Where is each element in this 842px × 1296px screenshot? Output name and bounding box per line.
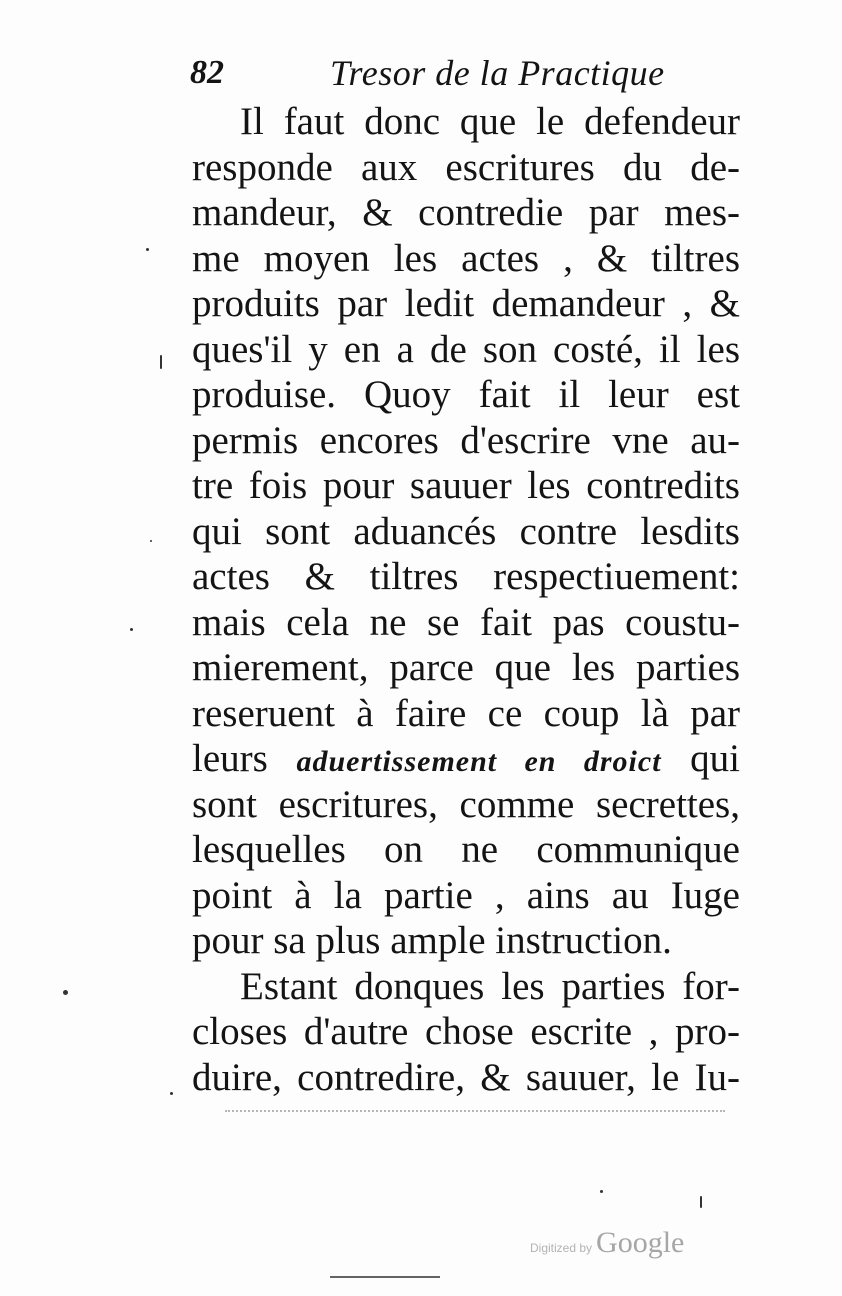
text-line: me moyen les actes , & tiltres bbox=[192, 236, 740, 280]
text-line: Il faut donc que le defendeur bbox=[240, 100, 740, 143]
scan-speck bbox=[150, 540, 152, 542]
text-line: closes d'autre chose escrite , pro- bbox=[192, 1010, 740, 1053]
scan-speck bbox=[160, 355, 162, 369]
text-line: lesquelles on ne communique bbox=[192, 828, 740, 871]
scan-speck bbox=[600, 1190, 603, 1193]
page-header bbox=[190, 48, 750, 98]
text-line: qui sont aduancés contre lesdits bbox=[192, 509, 740, 553]
bottom-ink-mark bbox=[330, 1268, 440, 1278]
body-text bbox=[192, 99, 740, 1100]
watermark-prefix: Digitized by bbox=[530, 1241, 593, 1255]
text-line: responde aux escritures du de- bbox=[192, 145, 740, 189]
text-line: ques'il y en a de son costé, il les bbox=[192, 327, 740, 371]
text-line: duire, contredire, & sauuer, le Iu- bbox=[192, 1055, 740, 1099]
text-line: reseruent à faire ce coup là par bbox=[192, 691, 740, 735]
running-title: Tresor de la Practique bbox=[330, 53, 665, 93]
text-line-mixed bbox=[192, 736, 740, 782]
text-line: produise. Quoy fait il leur est bbox=[192, 373, 740, 416]
text-line: point à la partie , ains au Iuge bbox=[192, 873, 740, 917]
text-run: qui bbox=[690, 737, 740, 780]
scan-speck bbox=[130, 628, 133, 631]
text-line: permis encores d'escrire vne au- bbox=[192, 418, 740, 462]
scan-speck bbox=[700, 1196, 702, 1208]
scan-speck bbox=[63, 990, 68, 995]
text-line: Estant donques les parties for- bbox=[240, 964, 740, 1008]
text-run: leurs bbox=[192, 737, 268, 780]
text-line: mandeur, & contredie par mes- bbox=[192, 191, 740, 234]
italic-phrase: aduertissement en droict bbox=[296, 745, 662, 778]
text-line: tre fois pour sauuer les contredits bbox=[192, 464, 740, 507]
scan-speck bbox=[170, 1092, 173, 1095]
scan-speck bbox=[146, 248, 149, 251]
digitization-watermark bbox=[530, 1226, 684, 1266]
text-line: produits par ledit demandeur , & bbox=[192, 282, 740, 325]
text-line: sont escritures, comme secrettes, bbox=[192, 782, 740, 826]
text-line: mierement, parce que les parties bbox=[192, 646, 740, 689]
google-logo-text: Google bbox=[596, 1226, 685, 1259]
text-line: mais cela ne se fait pas coustu- bbox=[192, 600, 740, 644]
text-line: actes & tiltres respectiuement: bbox=[192, 555, 740, 598]
text-line: pour sa plus ample instruction. bbox=[192, 919, 672, 962]
page-number: 82 bbox=[190, 54, 224, 91]
bleed-through-line bbox=[225, 1110, 725, 1116]
